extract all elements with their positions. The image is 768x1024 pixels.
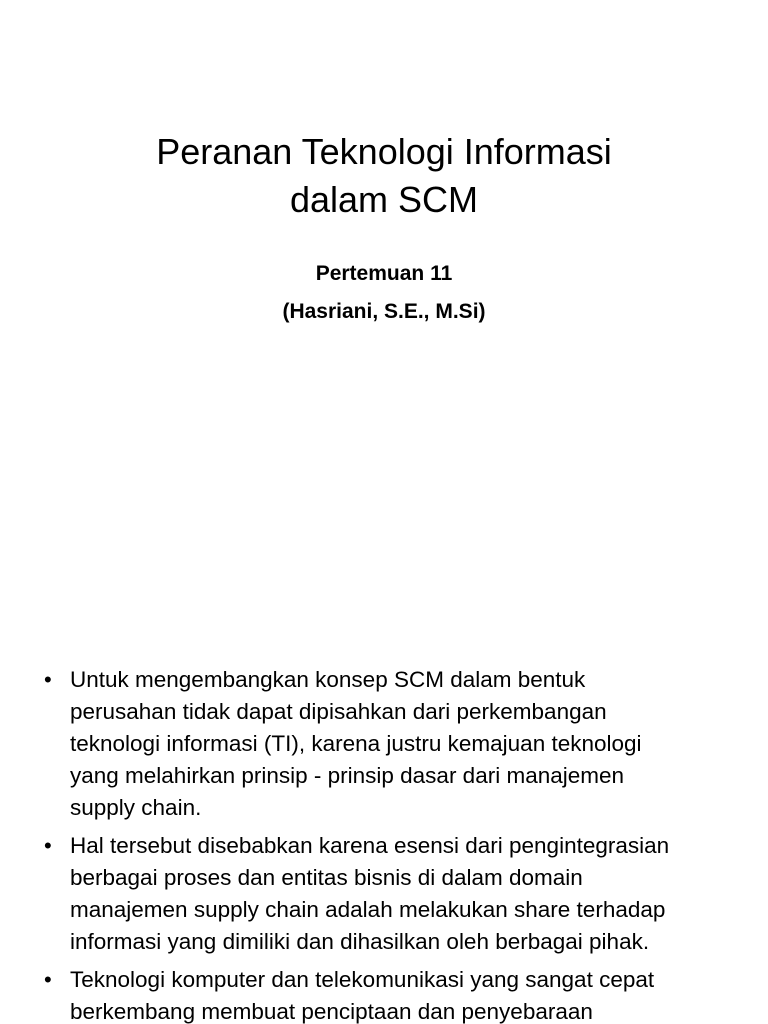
bullet-item-2 bbox=[44, 830, 734, 958]
bullet-1-line-4: yang melahirkan prinsip - prinsip dasar dari manajemen bbox=[70, 763, 625, 788]
title-line-1: Peranan Teknologi Informasi bbox=[156, 131, 612, 172]
bullet-2-line-1: Hal tersebut disebabkan karena esensi dari pengintegrasian bbox=[70, 833, 670, 858]
bullet-1-line-2: perusahan tidak dapat dipisahkan dari perkembangan bbox=[70, 699, 607, 724]
subtitle-author: (Hasriani, S.E., M.Si) bbox=[282, 300, 486, 323]
bullet-3-line-2: berkembang membuat penciptaan dan penyebaraan bbox=[70, 999, 593, 1024]
bullet-3-line-1: Teknologi komputer dan telekomunikasi yang sangat cepat bbox=[70, 967, 655, 992]
slide-title bbox=[0, 128, 768, 224]
slide-subtitle bbox=[0, 255, 768, 331]
bullet-2-line-3: manajemen supply chain adalah melakukan share terhadap bbox=[70, 897, 666, 922]
subtitle-meeting: Pertemuan 11 bbox=[315, 262, 453, 285]
bullet-item-3 bbox=[44, 964, 734, 1024]
bullet-1-line-3: teknologi informasi (TI), karena justru kemajuan teknologi bbox=[70, 731, 642, 756]
title-line-2: dalam SCM bbox=[289, 179, 479, 220]
bullet-item-1 bbox=[44, 664, 734, 824]
bullet-list bbox=[44, 664, 734, 1024]
bullet-1-line-5: supply chain. bbox=[70, 795, 202, 820]
bullet-2-line-2: berbagai proses dan entitas bisnis di dalam domain bbox=[70, 865, 583, 890]
bullet-2-line-4: informasi yang dimiliki dan dihasilkan oleh berbagai pihak. bbox=[70, 929, 650, 954]
bullet-marker: • bbox=[44, 667, 52, 692]
bullet-marker: • bbox=[44, 833, 52, 858]
bullet-marker: • bbox=[44, 967, 52, 992]
bullet-1-line-1: Untuk mengembangkan konsep SCM dalam bentuk bbox=[70, 667, 586, 692]
